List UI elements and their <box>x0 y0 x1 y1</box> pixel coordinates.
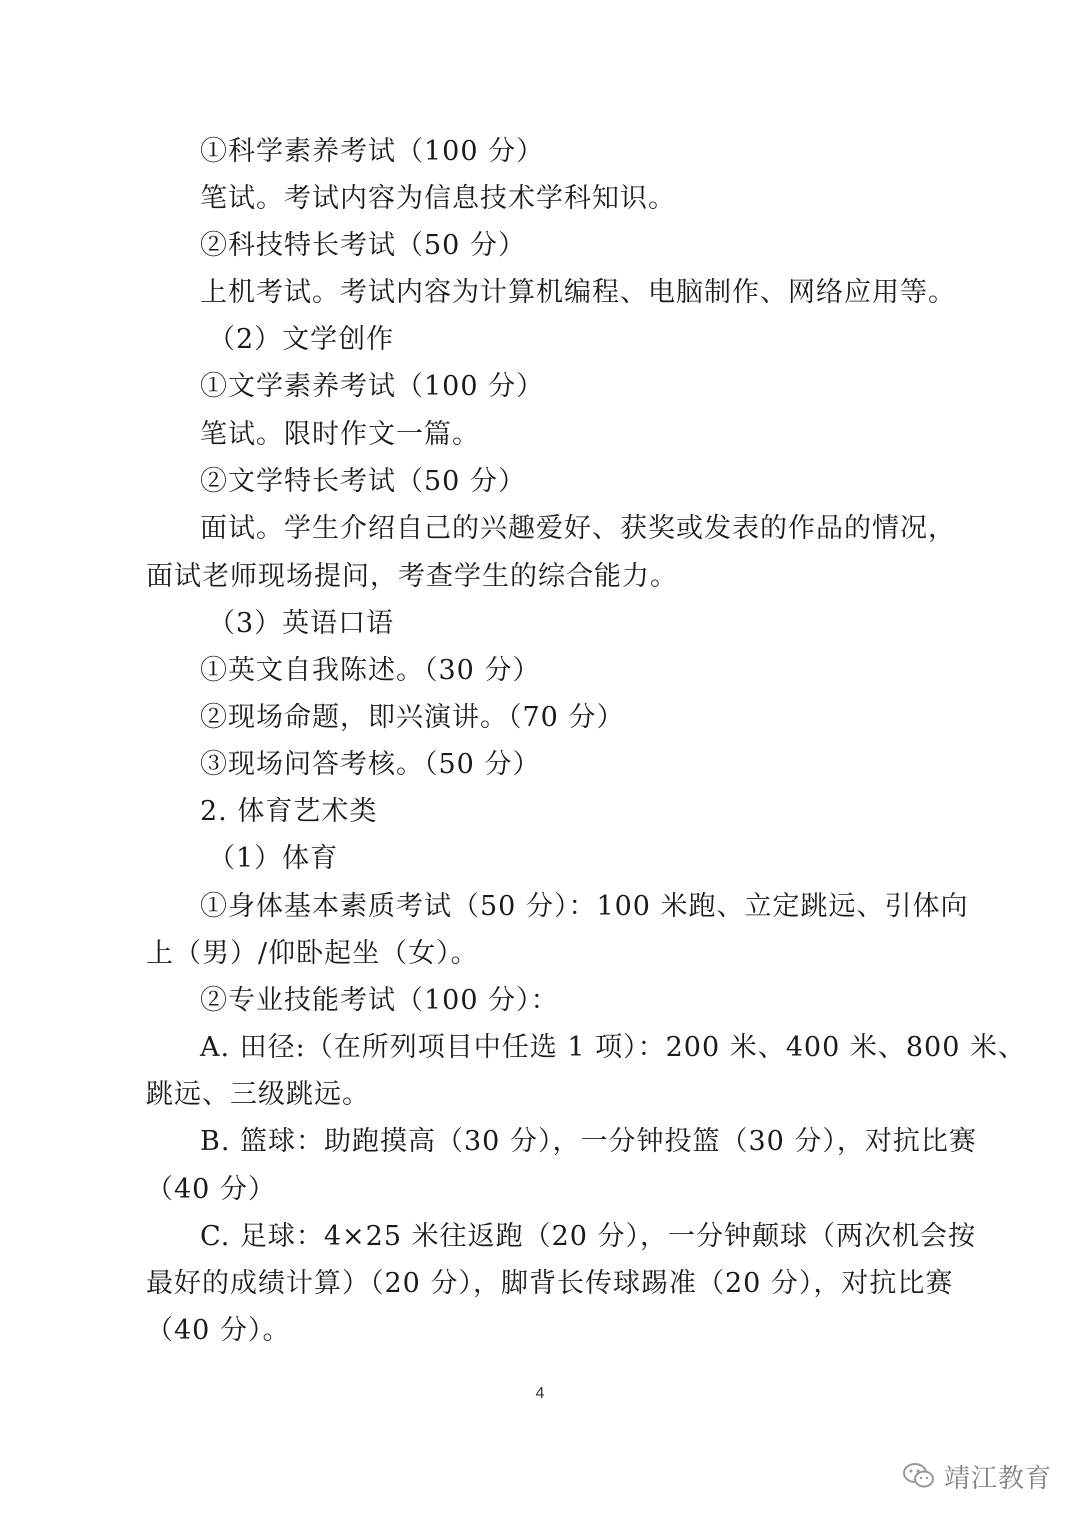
text-line: C. 足球：4×25 米往返跑（20 分），一分钟颠球（两次机会按 <box>200 1221 977 1252</box>
text-line: 笔试。限时作文一篇。 <box>200 419 480 450</box>
text-line: A. 田径:（在所列项目中任选 1 项）：200 米、400 米、800 米、 <box>200 1032 1026 1063</box>
text-line: 跳远、三级跳远。 <box>146 1079 370 1110</box>
text-line: ②现场命题，即兴演讲。（70 分） <box>200 702 625 733</box>
text-line: 面试老师现场提问，考查学生的综合能力。 <box>146 561 678 592</box>
text-line: ①文学素养考试（100 分） <box>200 371 545 402</box>
watermark <box>902 1458 1052 1494</box>
text-line: ②文学特长考试（50 分） <box>200 466 526 497</box>
text-line: 最好的成绩计算）（20 分），脚背长传球踢准（20 分），对抗比赛 <box>146 1268 954 1299</box>
page-number: 4 <box>535 1385 545 1402</box>
text-line: ①英文自我陈述。（30 分） <box>200 655 541 686</box>
section-heading: 2. 体育艺术类 <box>200 796 378 827</box>
text-line: 面试。学生介绍自己的兴趣爱好、获奖或发表的作品的情况， <box>200 513 956 544</box>
section-heading: （2）文学创作 <box>208 324 395 355</box>
text-line: 上（男）/仰卧起坐（女）。 <box>146 938 479 969</box>
text-line: 笔试。考试内容为信息技术学科知识。 <box>200 183 676 214</box>
text-line: ②科技特长考试（50 分） <box>200 230 526 261</box>
wechat-icon <box>902 1461 936 1491</box>
text-line: ③现场问答考核。（50 分） <box>200 749 541 780</box>
text-line: ②专业技能考试（100 分）： <box>200 985 559 1016</box>
section-heading: （1）体育 <box>208 843 339 874</box>
text-line: 上机考试。考试内容为计算机编程、电脑制作、网络应用等。 <box>200 277 956 308</box>
text-line: ①科学素养考试（100 分） <box>200 136 545 167</box>
watermark-text: 靖江教育 <box>944 1463 1053 1494</box>
section-heading: （3）英语口语 <box>208 608 395 639</box>
text-line: ①身体基本素质考试（50 分）：100 米跑、立定跳远、引体向 <box>200 891 969 922</box>
text-line: （40 分）。 <box>146 1315 291 1346</box>
text-line: B. 篮球：助跑摸高（30 分），一分钟投篮（30 分），对抗比赛 <box>200 1126 977 1157</box>
text-line: （40 分） <box>146 1174 276 1205</box>
